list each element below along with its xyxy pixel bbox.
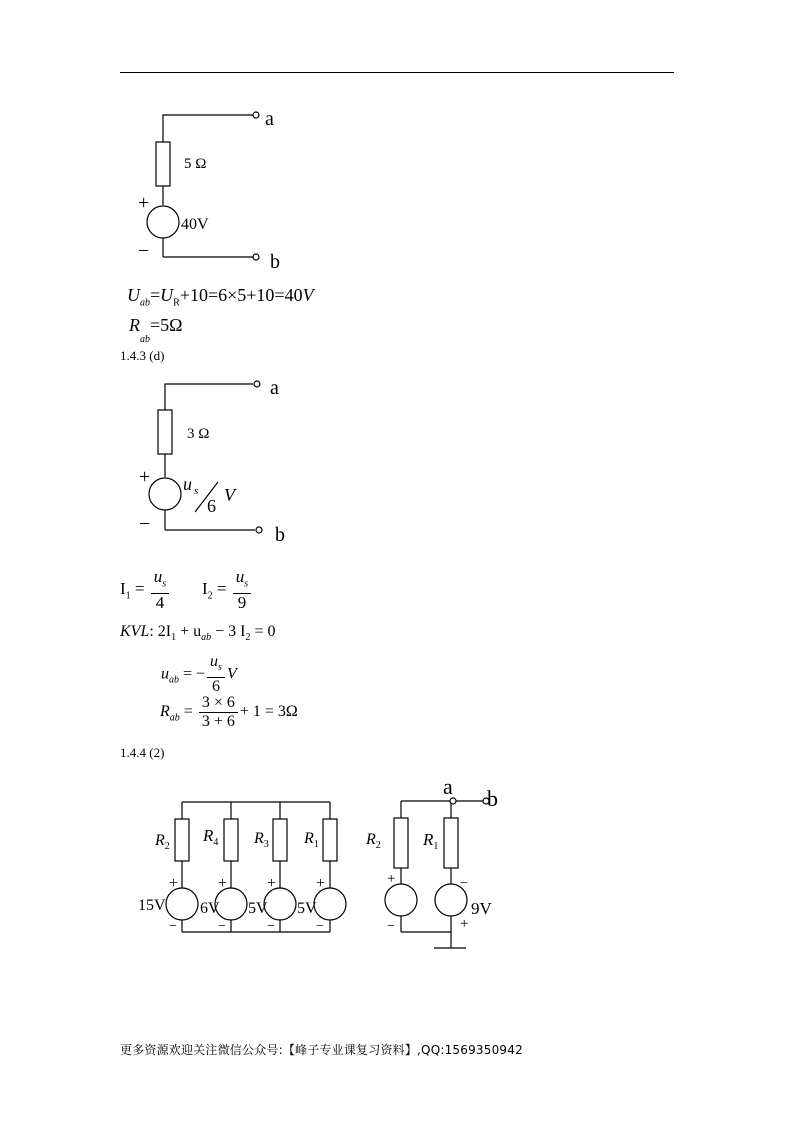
eq-sub-r: R <box>173 297 180 309</box>
minus-left-4: − <box>387 919 395 934</box>
plus-4: + <box>316 875 326 892</box>
plus-sign: + <box>138 192 150 214</box>
node-a-label-4: a <box>443 774 453 799</box>
eq-ur: U <box>160 285 174 305</box>
heading-1-4-3-d: 1.4.3 (d) <box>120 348 165 363</box>
rab-fraction <box>199 694 238 731</box>
label-r2-4: $R_2$ <box>366 831 381 851</box>
uab-sub: ab <box>169 674 179 686</box>
resistor-label-2: 3 Ω <box>187 426 210 442</box>
plus-right-4: + <box>460 916 469 932</box>
i2-fraction <box>233 568 251 612</box>
rab-rest: + 1 = 3Ω <box>239 703 298 721</box>
kvl-label: KVL <box>120 623 150 640</box>
label-r2: $R_2$ <box>155 832 170 852</box>
kvl-part4: = 0 <box>250 623 276 640</box>
eq2-sub-ab: ab <box>140 333 150 345</box>
rab-num: 3 × 6 <box>199 694 238 713</box>
node-a-label-2: a <box>270 377 279 399</box>
minus-4: − <box>316 919 324 934</box>
resistor-label: 5 Ω <box>184 156 207 172</box>
equation-uab-2 <box>161 653 237 696</box>
circuit-diagram-3 <box>130 790 360 945</box>
i1-den: 4 <box>155 593 165 613</box>
minus-2: − <box>218 919 226 934</box>
uab-eq: = − <box>179 665 206 683</box>
minus-3: − <box>267 919 275 934</box>
circuit-diagram-1 <box>130 100 330 275</box>
source-v: V <box>224 485 235 505</box>
kvl-sub3: 2 <box>245 632 251 644</box>
minus-sign-2: − <box>139 513 151 535</box>
uab-num: u <box>210 653 219 670</box>
eq-rest: +10=6×5+10=40 <box>179 285 303 305</box>
uab-fraction <box>207 653 225 696</box>
uab-unit: V <box>226 665 237 683</box>
source-us-sub: s <box>194 485 199 497</box>
source-six: 6 <box>207 496 216 516</box>
equation-rab <box>129 315 183 345</box>
eq-v: V <box>302 285 314 305</box>
header-rule <box>120 72 674 73</box>
equation-i2: $I_2$ = $\frac{u_s}{9}$ <box>202 568 253 612</box>
plus-1: + <box>169 875 179 892</box>
heading-1-4-4-2: 1.4.4 (2) <box>120 745 165 760</box>
label-r1: $R_1$ <box>304 830 319 850</box>
rab-lhs: R <box>160 703 170 721</box>
kvl-sub2: ab <box>201 632 212 644</box>
circuit-diagram-4 <box>360 770 520 955</box>
plus-sign-2: + <box>139 466 151 488</box>
rab-sub: ab <box>169 712 180 724</box>
eq2-rest: =5Ω <box>150 315 183 335</box>
label-5v-b: 5V <box>297 900 317 917</box>
eq-u: U <box>127 285 140 305</box>
i1-num-sub: s <box>162 578 167 590</box>
i1-lhs: I <box>120 579 126 599</box>
i1-fraction <box>151 568 169 612</box>
equation-i1: $I_1$ = $\frac{u_s}{4}$ <box>120 568 171 612</box>
source-label: 40V <box>181 216 209 233</box>
kvl-part2: + u <box>176 623 202 640</box>
eq-sub-ab: ab <box>140 297 150 309</box>
source-us: u <box>183 474 192 494</box>
i2-den: 9 <box>237 593 247 613</box>
i1-sub: 1 <box>125 590 131 602</box>
label-9v: 9V <box>471 899 492 918</box>
footer-promo-text: 更多资源欢迎关注微信公众号:【峰子专业课复习资料】,QQ:1569350942 <box>120 1043 523 1057</box>
i2-num: u <box>235 567 245 586</box>
equation-uab <box>127 285 314 309</box>
uab-num-sub: s <box>218 662 222 674</box>
minus-1: − <box>169 919 177 934</box>
i1-num: u <box>153 567 163 586</box>
node-a-label: a <box>265 108 274 130</box>
label-r1-4: $R_1$ <box>423 830 439 852</box>
plus-left-4: + <box>387 871 396 887</box>
label-5v-a: 5V <box>248 900 268 917</box>
kvl-part3: − 3 I <box>211 623 246 640</box>
kvl-sub1: 1 <box>171 632 177 644</box>
equation-rab-2: $R_{ab}$ = $\frac{3 \times 6}{3 + 6}$ + 1 = 3Ω <box>160 694 298 730</box>
minus-right-4: − <box>460 876 468 891</box>
label-r4: $R_4$ <box>203 826 219 848</box>
i2-num-sub: s <box>244 578 249 590</box>
uab-den: 6 <box>212 678 220 696</box>
eq-eq: = <box>150 285 161 305</box>
eq2-r: R <box>129 315 140 335</box>
label-15v: 15V <box>138 897 166 914</box>
uab-lhs: u <box>161 665 169 683</box>
circuit-diagram-2 <box>130 370 330 550</box>
kvl-part1: : 2I <box>149 623 172 640</box>
i2-lhs: I <box>202 579 208 599</box>
equation-kvl <box>120 623 276 643</box>
node-b-label-4: b <box>487 786 498 811</box>
minus-sign: − <box>138 240 150 262</box>
node-b-label-2: b <box>275 524 285 546</box>
label-r3: $R_3$ <box>254 830 269 850</box>
plus-2: + <box>218 875 228 892</box>
node-b-label: b <box>270 251 280 273</box>
rab-den: 3 + 6 <box>201 713 235 730</box>
plus-3: + <box>267 875 277 892</box>
label-6v: 6V <box>200 900 220 917</box>
i2-sub: 2 <box>207 590 213 602</box>
